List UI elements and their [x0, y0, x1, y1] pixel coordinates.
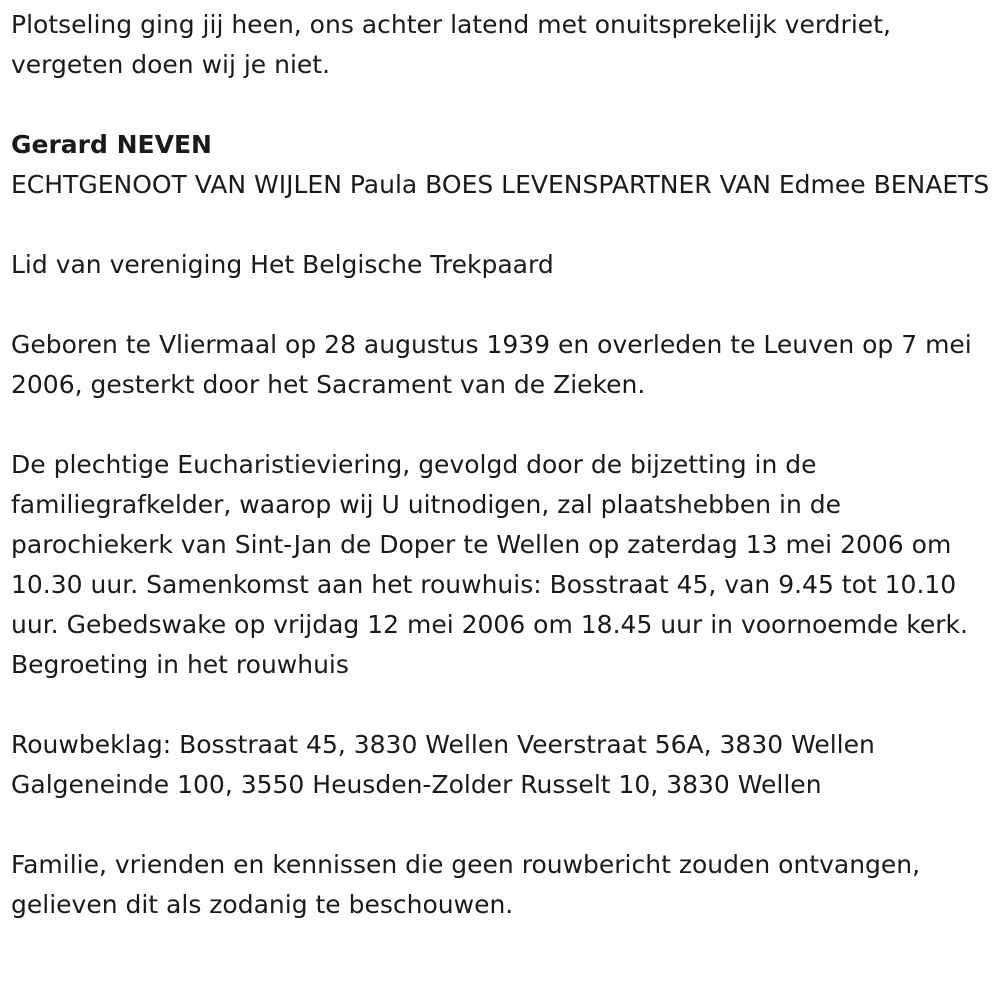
- ceremony-text: De plechtige Eucharistieviering, gevolgd door de bijzetting in de familiegrafkelder, waarop wij U uitnodigen, zal plaatshebben in de parochiekerk van Sint-Jan de Doper te Wellen op zaterdag 13 mei 2006 om 10.30 uur. Samenkomst aan het rouwhuis: Bosstraat 45, van 9.45 tot 10.10 uur. Gebedswake op vrijdag 12 mei 2006 om 18.45 uur in voornoemde kerk. Begroeting in het rouwhuis: [11, 450, 968, 679]
- membership-text: Lid van vereniging Het Belgische Trekpaard: [11, 250, 554, 279]
- birth-death-text: Geboren te Vliermaal op 28 augustus 1939 en overleden te Leuven op 7 mei 2006, gesterkt door het Sacrament van de Zieken.: [11, 330, 972, 399]
- intro-text: Plotseling ging jij heen, ons achter latend met onuitsprekelijk verdriet, vergeten doen wij je niet.: [11, 10, 891, 79]
- condolence-addresses: Rouwbeklag: Bosstraat 45, 3830 Wellen Veerstraat 56A, 3830 Wellen Galgeneinde 100, 3550 Heusden-Zolder Russelt 10, 3830 Wellen: [11, 730, 875, 799]
- deceased-name: Gerard NEVEN: [11, 130, 212, 159]
- closing-text: Familie, vrienden en kennissen die geen rouwbericht zouden ontvangen, gelieven dit als zodanig te beschouwen.: [11, 850, 921, 919]
- relations-text: ECHTGENOOT VAN WIJLEN Paula BOES LEVENSPARTNER VAN Edmee BENAETS: [11, 170, 990, 199]
